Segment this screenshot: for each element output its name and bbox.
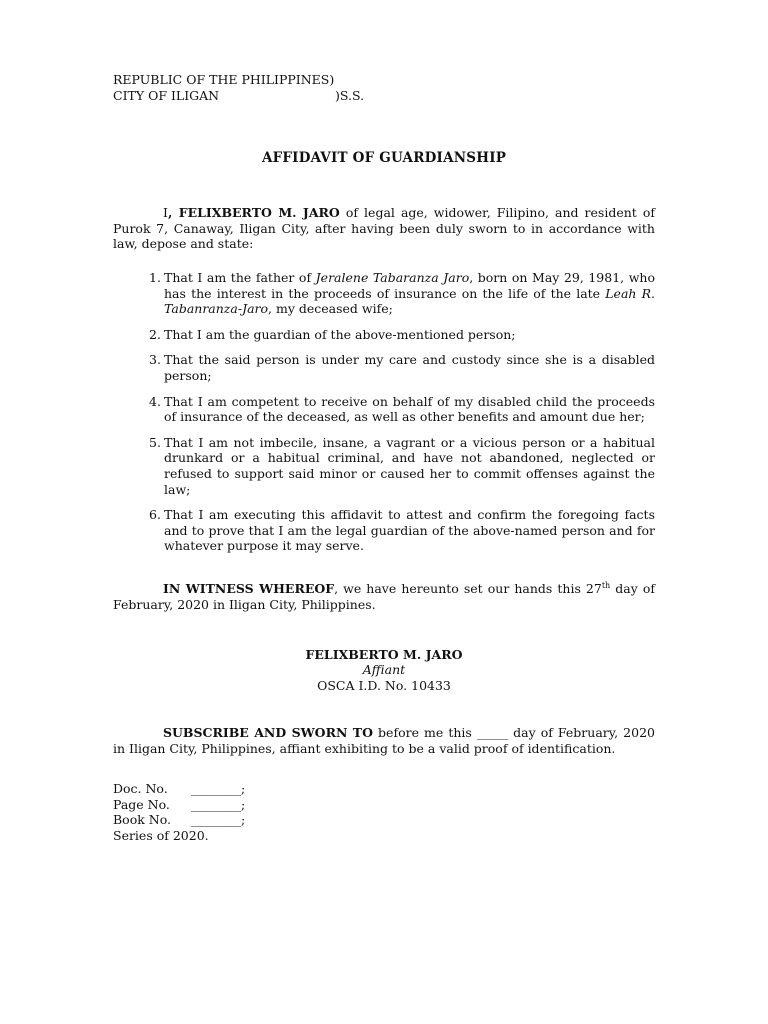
venue-line-country bbox=[113, 72, 334, 88]
child-name: Jeralene Tabaranza Jaro bbox=[315, 270, 470, 285]
series-row: Series of 2020. bbox=[113, 827, 209, 843]
witness-text: , we have hereunto set our hands this 27 bbox=[334, 581, 602, 597]
intro-paragraph bbox=[113, 205, 655, 252]
page-number-label: Page No. bbox=[113, 796, 170, 812]
statement-text: That I am not imbecile, insane, a vagrant or a vicious person or a habitual drunkard or a habitual criminal, and have not abandoned, neglected or refused to support said minor or caused her to commit offenses against the law; bbox=[164, 434, 655, 497]
book-number-label: Book No. bbox=[113, 812, 172, 827]
venue-ss: )S.S. bbox=[335, 88, 365, 103]
page-number-row bbox=[113, 796, 246, 813]
venue-city: CITY OF ILIGAN bbox=[113, 88, 220, 103]
document-title: AFFIDAVIT OF GUARDIANSHIP bbox=[261, 150, 507, 166]
book-number-row bbox=[113, 812, 246, 828]
doc-number-row bbox=[113, 781, 246, 797]
statement-item-3 bbox=[136, 352, 655, 383]
statement-text: That I am executing this affidavit to attest and confirm the foregoing facts and to prove that I am the legal guardian of the above-named person and for whatever purpose it may serve. bbox=[164, 507, 655, 554]
affiant-role: Affiant bbox=[362, 662, 406, 678]
statement-text: That I am the father of bbox=[164, 270, 316, 285]
statement-item-6 bbox=[136, 507, 655, 554]
statement-text: , my deceased wife; bbox=[268, 301, 393, 317]
statement-item-4 bbox=[136, 394, 655, 425]
witness-heading: IN WITNESS WHEREOF bbox=[163, 581, 335, 597]
affiant-name-intro: , FELIXBERTO M. JARO bbox=[167, 205, 340, 220]
statement-number: 1. bbox=[149, 270, 161, 285]
statement-number: 5. bbox=[149, 434, 161, 450]
deceased-name: Leah R. Tabanranza-Jaro bbox=[164, 285, 655, 317]
witness-paragraph bbox=[113, 578, 655, 612]
statement-number: 6. bbox=[149, 507, 161, 523]
statement-item-2 bbox=[136, 327, 655, 343]
statement-item-5 bbox=[136, 435, 655, 497]
affiant-name: FELIXBERTO M. JARO bbox=[305, 647, 463, 662]
signature-block bbox=[0, 647, 768, 693]
statement-text: That I am the guardian of the above-mentioned person; bbox=[164, 326, 516, 342]
intro-text: of legal age, widower, Filipino, and resident of Purok 7, Canaway, Iligan City, after having been duly sworn to in accordance with law, depose and state: bbox=[113, 205, 655, 252]
venue-line-city bbox=[113, 88, 413, 104]
statement-text: That the said person is under my care and custody since she is a disabled person; bbox=[164, 352, 655, 383]
statement-number: 2. bbox=[149, 326, 161, 342]
statement-number: 4. bbox=[149, 393, 161, 409]
book-number-blank: ________; bbox=[191, 812, 246, 827]
jurat-text: before me this _____ day of February, 2020 in Iligan City, Philippines, affiant exhibiting to be a valid proof of identification. bbox=[113, 725, 655, 756]
statement-text: , born on May 29, 1981, who has the interest in the proceeds of insurance on the life of the late bbox=[164, 270, 655, 301]
statement-number: 3. bbox=[149, 352, 161, 368]
witness-text: day of February, 2020 in Iligan City, Philippines. bbox=[113, 581, 656, 612]
page-number-blank: ________; bbox=[191, 796, 246, 812]
notarial-register bbox=[113, 781, 246, 843]
doc-number-blank: ________; bbox=[191, 781, 246, 796]
jurat-heading: SUBSCRIBE AND SWORN TO bbox=[163, 725, 373, 740]
affiant-id: OSCA I.D. No. 10433 bbox=[317, 677, 451, 693]
jurat-paragraph bbox=[113, 725, 655, 756]
statement-list bbox=[136, 270, 655, 564]
intro-prefix: I bbox=[163, 205, 168, 220]
statement-text: That I am competent to receive on behalf of my disabled child the proceeds of insurance of the deceased, as well as other benefits and amount due her; bbox=[164, 393, 655, 425]
doc-number-label: Doc. No. bbox=[113, 781, 168, 796]
venue-country: REPUBLIC OF THE PHILIPPINES) bbox=[113, 72, 335, 87]
statement-item-1 bbox=[136, 270, 655, 317]
ordinal-suffix: th bbox=[601, 581, 611, 590]
